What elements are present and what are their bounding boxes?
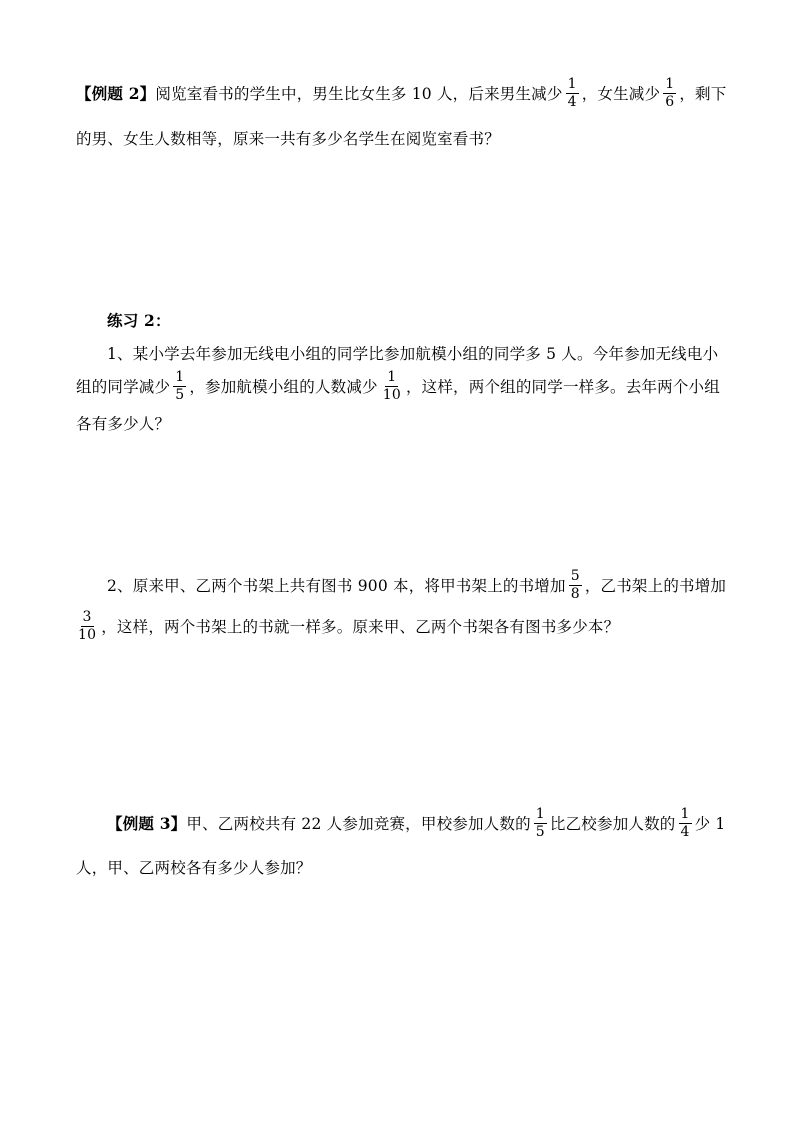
example3-line2 bbox=[76, 837, 312, 897]
fraction-denominator: 5 bbox=[175, 386, 185, 403]
practice2-q1-line2 bbox=[76, 356, 720, 416]
q2-text-line2: ，这样，两个书架上的书就一样多。原来甲、乙两个书架各有图书多少本？ bbox=[101, 618, 620, 636]
fraction-numerator: 5 bbox=[570, 567, 580, 584]
example2-label: 【例题 2】 bbox=[76, 84, 156, 103]
fraction-numerator: 1 bbox=[665, 75, 675, 92]
q1-text-c: ，这样，两个组的同学一样多。去年两个小组 bbox=[405, 378, 720, 396]
q1-text-line3: 各有多少人？ bbox=[76, 415, 171, 433]
example2-line2 bbox=[76, 108, 500, 168]
q1-text-a: 组的同学减少 bbox=[76, 378, 171, 396]
fraction-numerator: 1 bbox=[387, 368, 397, 385]
example2-text-a: 阅览室看书的学生中，男生比女生多 10 人，后来男生减少 bbox=[155, 85, 563, 103]
fraction-numerator: 1 bbox=[175, 368, 185, 385]
fraction-denominator: 10 bbox=[382, 386, 401, 403]
example3-text-c: 少 1 bbox=[694, 815, 726, 833]
q1-fraction-radio bbox=[173, 369, 186, 404]
fraction-denominator: 4 bbox=[680, 823, 690, 840]
q1-text-b: ，参加航模小组的人数减少 bbox=[189, 378, 378, 396]
fraction-numerator: 3 bbox=[82, 608, 92, 625]
example3-fraction-a bbox=[534, 806, 547, 841]
practice2-q1-line3 bbox=[76, 393, 170, 453]
example2-text-line2: 的男、女生人数相等，原来一共有多少名学生在阅览室看书？ bbox=[76, 130, 500, 148]
q2-text-a: 2、原来甲、乙两个书架上共有图书 900 本，将甲书架上的书增加 bbox=[107, 577, 566, 595]
example2-fraction-girls bbox=[663, 76, 676, 111]
fraction-denominator: 5 bbox=[535, 823, 545, 840]
example2-text-c: ，剩下 bbox=[679, 85, 727, 103]
fraction-denominator: 10 bbox=[78, 626, 97, 643]
fraction-numerator: 1 bbox=[535, 805, 545, 822]
example3-text-b: 比乙校参加人数的 bbox=[549, 815, 676, 833]
example3-fraction-b bbox=[679, 806, 692, 841]
practice2-title-text: 练习 2： bbox=[107, 311, 171, 330]
example2-text-b: ，女生减少 bbox=[581, 85, 661, 103]
q1-fraction-model bbox=[381, 369, 403, 404]
fraction-denominator: 4 bbox=[567, 93, 577, 110]
example2-fraction-boys bbox=[566, 76, 579, 111]
example3-text-a: 甲、乙两校共有 22 人参加竞赛，甲校参加人数的 bbox=[186, 815, 531, 833]
fraction-denominator: 6 bbox=[665, 93, 675, 110]
example3-text-line2: 人，甲、乙两校各有多少人参加？ bbox=[76, 859, 312, 877]
practice2-q2-line2 bbox=[73, 596, 619, 656]
q2-text-b: ，乙书架上的书增加 bbox=[584, 577, 727, 595]
example3-label: 【例题 3】 bbox=[107, 814, 187, 833]
q2-fraction-b bbox=[76, 609, 98, 644]
fraction-numerator: 1 bbox=[680, 805, 690, 822]
fraction-denominator: 8 bbox=[570, 585, 580, 602]
q1-text-line1: 1、某小学去年参加无线电小组的同学比参加航模小组的同学多 5 人。今年参加无线电小 bbox=[107, 345, 719, 363]
fraction-numerator: 1 bbox=[567, 75, 577, 92]
